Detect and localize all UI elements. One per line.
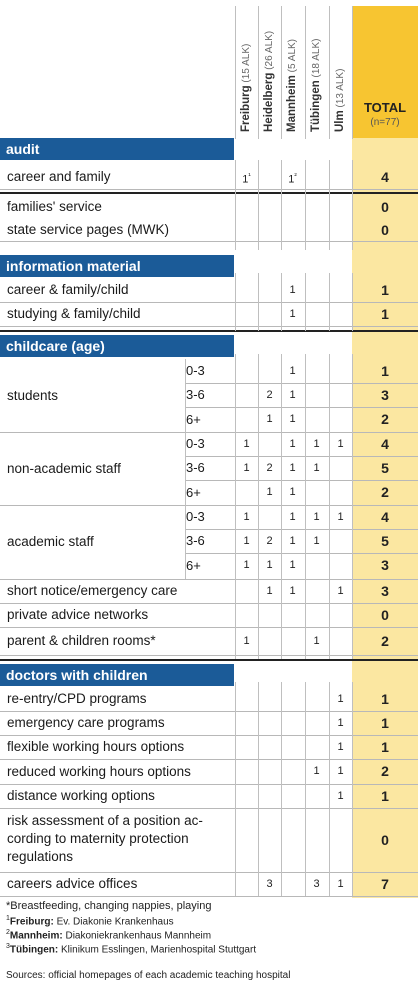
row-cell: 1 <box>337 585 344 597</box>
row-label <box>0 812 234 866</box>
row-divider <box>0 241 418 242</box>
row-divider <box>0 432 418 433</box>
row-divider <box>0 711 418 712</box>
footnote-marker: ¹ <box>248 173 251 180</box>
row-cell: 1 <box>337 741 344 753</box>
row-cell: 3 <box>313 878 320 890</box>
row-divider <box>0 655 418 656</box>
row-label: short notice/emergency care <box>7 583 178 598</box>
row-label: career and family <box>7 169 111 184</box>
row-total: 7 <box>381 876 389 892</box>
row-cell: 1 <box>289 365 296 377</box>
row-cell: 1 <box>289 413 296 425</box>
row-total: 0 <box>381 832 389 848</box>
row-divider <box>0 896 418 897</box>
row-label: careers advice offices <box>7 876 138 891</box>
row-cell: 1 <box>289 486 296 498</box>
row-divider <box>0 302 418 303</box>
footnote-city: Mannheim: <box>9 930 63 942</box>
row-cell: 2 <box>266 462 273 474</box>
row-cell: 1 <box>289 585 296 597</box>
row-divider <box>0 326 418 327</box>
row-divider <box>0 627 418 628</box>
cell-divider <box>235 682 236 896</box>
footnote-3 <box>6 943 256 955</box>
footnote-text: Klinikum Esslingen, Marienhospital Stuttgart <box>58 944 257 956</box>
row-divider <box>0 579 418 580</box>
row-total: 2 <box>381 633 389 649</box>
cell-divider <box>329 160 330 250</box>
row-cell: 1 <box>337 511 344 523</box>
row-label: parent & children rooms* <box>7 633 156 648</box>
row-total: 1 <box>381 282 389 298</box>
row-cell: $1^{^2}$ <box>288 173 297 186</box>
row-total: 3 <box>381 583 389 599</box>
row-total: 2 <box>381 484 389 500</box>
row-label: distance working options <box>7 788 155 803</box>
row-label-line: cording to maternity protection <box>7 831 189 846</box>
column-name: Ulm <box>334 110 346 132</box>
row-cell: 1 <box>337 790 344 802</box>
sources-note: Sources: official homepages of each academic teaching hospital <box>6 970 291 981</box>
cell-divider <box>352 273 353 331</box>
row-sublabel: 6+ <box>186 558 201 573</box>
footnote-marker: ² <box>294 173 297 180</box>
row-sublabel: 3-6 <box>186 387 205 402</box>
row-label: flexible working hours options <box>7 739 185 754</box>
footnote-number: 1 <box>6 915 10 922</box>
cell-divider <box>305 682 306 896</box>
row-total: 1 <box>381 691 389 707</box>
cell-divider <box>281 354 282 659</box>
row-cell: 1 <box>313 765 320 777</box>
row-cell: 1 <box>289 308 296 320</box>
row-sublabel: 3-6 <box>186 460 205 475</box>
row-divider <box>0 784 418 785</box>
section-header: childcare (age) <box>0 335 234 357</box>
row-total: 0 <box>381 222 389 238</box>
row-total: 1 <box>381 306 389 322</box>
footnote-city: Tübingen: <box>9 944 59 956</box>
row-total: 4 <box>381 436 389 452</box>
row-cell: 1 <box>337 438 344 450</box>
row-cell: 1 <box>289 284 296 296</box>
row-divider <box>0 189 418 190</box>
column-divider <box>352 6 353 139</box>
section-separator <box>0 659 418 661</box>
cell-divider <box>258 273 259 331</box>
section-header: doctors with children <box>0 664 234 686</box>
column-note: (13 ALK) <box>335 68 346 111</box>
row-label: private advice networks <box>7 607 149 622</box>
section-separator <box>0 330 418 332</box>
column-name: Heidelberg <box>263 72 275 132</box>
row-sublabel: 6+ <box>186 412 201 427</box>
sub-divider <box>186 529 418 530</box>
footnote-text: Ev. Diakonie Krankenhaus <box>53 916 174 928</box>
sub-divider <box>186 553 418 554</box>
column-note: (26 ALK) <box>264 30 275 73</box>
row-divider <box>0 759 418 760</box>
column-header <box>310 39 322 132</box>
sublabel-divider <box>185 359 186 579</box>
row-sublabel: 6+ <box>186 485 201 500</box>
cell-divider <box>352 160 353 250</box>
row-label: emergency care programs <box>7 715 165 730</box>
cell-divider <box>305 160 306 250</box>
column-divider <box>305 6 306 139</box>
column-note: (5 ALK) <box>287 38 298 76</box>
row-label-line: risk assessment of a position ac- <box>7 813 203 828</box>
row-cell: 1 <box>266 559 273 571</box>
cell-divider <box>329 273 330 331</box>
sub-divider <box>186 480 418 481</box>
column-header <box>334 69 346 132</box>
footnote-city: Freiburg: <box>9 916 54 928</box>
row-total: 1 <box>381 363 389 379</box>
cell-divider <box>258 682 259 896</box>
column-name: Tübingen <box>310 80 322 132</box>
row-label: studying & family/child <box>7 306 141 321</box>
row-cell: 1 <box>313 462 320 474</box>
sub-divider <box>186 383 418 384</box>
row-cell: 1 <box>289 438 296 450</box>
row-cell: 2 <box>266 389 273 401</box>
row-cell: 3 <box>266 878 273 890</box>
row-divider <box>0 505 418 506</box>
column-note: (15 ALK) <box>241 43 252 86</box>
column-note: (18 ALK) <box>311 38 322 81</box>
row-total: 1 <box>381 788 389 804</box>
cell-divider <box>281 160 282 250</box>
footnote-number: 3 <box>6 943 10 950</box>
row-cell: 1 <box>289 535 296 547</box>
row-sublabel: 0-3 <box>186 436 205 451</box>
row-label: career & family/child <box>7 282 129 297</box>
column-name: Mannheim <box>286 75 298 132</box>
footnote-number: 2 <box>6 929 10 936</box>
footnote-star: *Breastfeeding, changing nappies, playing <box>6 900 212 912</box>
group-label: academic staff <box>7 534 94 549</box>
row-total: 2 <box>381 411 389 427</box>
row-cell: 1 <box>289 511 296 523</box>
cell-divider <box>305 354 306 659</box>
row-total: 1 <box>381 739 389 755</box>
row-cell: 1 <box>313 635 320 647</box>
column-divider <box>235 6 236 139</box>
column-header <box>286 39 298 132</box>
footnote-1 <box>6 915 174 927</box>
column-name: Freiburg <box>240 85 252 132</box>
row-total: 4 <box>381 169 389 185</box>
row-cell: 1 <box>243 462 250 474</box>
sub-divider <box>186 407 418 408</box>
cell-divider <box>281 273 282 331</box>
cell-divider <box>258 354 259 659</box>
row-cell: 1 <box>313 438 320 450</box>
row-cell: 1 <box>289 559 296 571</box>
cell-divider <box>235 354 236 659</box>
row-cell: 1 <box>243 511 250 523</box>
sub-divider <box>186 456 418 457</box>
cell-divider <box>352 354 353 659</box>
section-header: information material <box>0 255 234 277</box>
column-header <box>263 31 275 132</box>
cell-divider <box>235 160 236 250</box>
footnote-text: Diakoniekrankenhaus Mannheim <box>62 930 212 942</box>
group-label: non-academic staff <box>7 461 121 476</box>
row-sublabel: 0-3 <box>186 509 205 524</box>
row-cell: 1 <box>266 413 273 425</box>
row-total: 2 <box>381 763 389 779</box>
row-total: 4 <box>381 509 389 525</box>
row-total: 1 <box>381 715 389 731</box>
row-divider <box>0 603 418 604</box>
row-cell: 1 <box>337 878 344 890</box>
row-cell: 1 <box>243 559 250 571</box>
cell-divider <box>235 273 236 331</box>
row-cell: 1 <box>337 765 344 777</box>
row-divider <box>0 872 418 873</box>
row-cell: 2 <box>266 535 273 547</box>
section-separator <box>0 192 418 194</box>
row-sublabel: 0-3 <box>186 363 205 378</box>
cell-divider <box>329 354 330 659</box>
row-cell: 1 <box>289 389 296 401</box>
row-cell: 1 <box>266 486 273 498</box>
footnote-2 <box>6 929 211 941</box>
row-label: families' service <box>7 199 102 214</box>
row-divider <box>0 808 418 809</box>
cell-divider <box>305 273 306 331</box>
row-cell: 1 <box>337 717 344 729</box>
cell-divider <box>352 682 353 896</box>
row-cell: 1 <box>243 635 250 647</box>
column-divider <box>258 6 259 139</box>
cell-divider <box>329 682 330 896</box>
group-label: students <box>7 388 59 403</box>
row-cell: $1^{^1}$ <box>242 173 251 186</box>
row-cell: 1 <box>243 438 250 450</box>
row-cell: 1 <box>243 535 250 547</box>
row-label: re-entry/CPD programs <box>7 691 147 706</box>
cell-divider <box>258 160 259 250</box>
row-cell: 1 <box>313 511 320 523</box>
row-label-line: regulations <box>7 849 74 864</box>
row-divider <box>0 735 418 736</box>
row-cell: 1 <box>313 535 320 547</box>
row-label: state service pages (MWK) <box>7 222 170 237</box>
total-header-n: (n=77) <box>370 117 400 128</box>
row-cell: 1 <box>337 693 344 705</box>
row-total: 5 <box>381 460 389 476</box>
row-label: reduced working hours options <box>7 764 191 779</box>
row-cell: 1 <box>266 585 273 597</box>
column-divider <box>281 6 282 139</box>
row-total: 3 <box>381 557 389 573</box>
row-total: 3 <box>381 387 389 403</box>
row-total: 5 <box>381 533 389 549</box>
row-cell: 1 <box>289 462 296 474</box>
column-header <box>240 44 252 132</box>
column-divider <box>329 6 330 139</box>
row-sublabel: 3-6 <box>186 533 205 548</box>
row-total: 0 <box>381 607 389 623</box>
section-header: audit <box>0 138 234 160</box>
total-header-label: TOTAL <box>363 100 407 115</box>
cell-divider <box>281 682 282 896</box>
row-total: 0 <box>381 199 389 215</box>
